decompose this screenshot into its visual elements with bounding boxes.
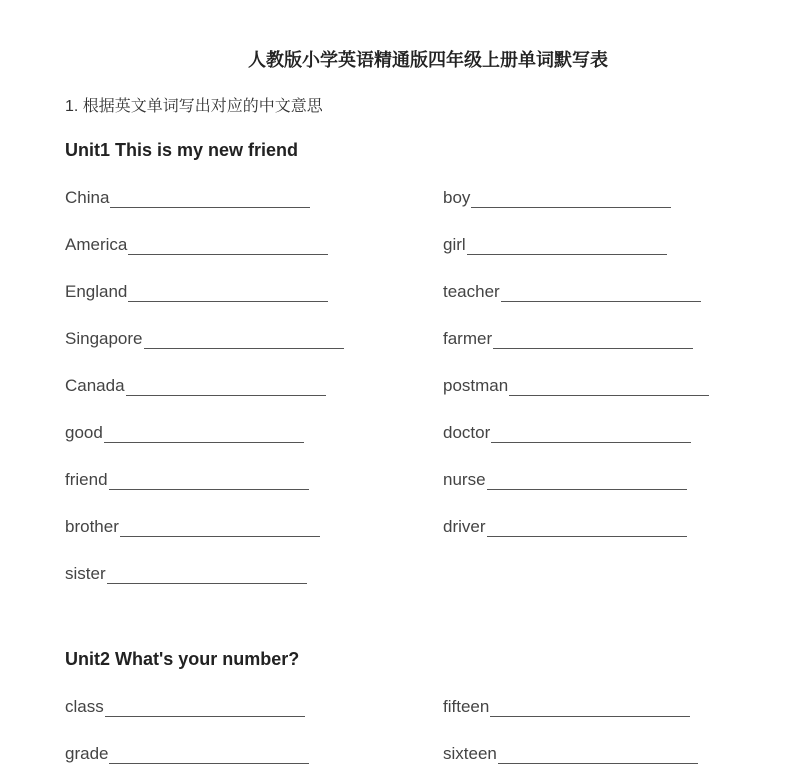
word-item — [65, 468, 309, 490]
word-item — [443, 186, 671, 208]
word-item — [443, 695, 690, 717]
word-label: Singapore — [65, 329, 143, 348]
word-label: nurse — [443, 470, 486, 489]
answer-blank[interactable] — [128, 283, 328, 302]
answer-blank[interactable] — [487, 518, 687, 537]
word-item — [65, 695, 305, 717]
answer-blank[interactable] — [128, 236, 328, 255]
word-label: Canada — [65, 376, 125, 395]
word-item — [65, 327, 344, 349]
word-label: China — [65, 188, 110, 207]
unit1-heading: Unit1 This is my new friend — [65, 140, 299, 160]
word-label: driver — [443, 517, 486, 536]
answer-blank[interactable] — [144, 330, 344, 349]
word-item — [443, 327, 693, 349]
word-label: sixteen — [443, 744, 497, 763]
answer-blank[interactable] — [493, 330, 693, 349]
answer-blank[interactable] — [109, 745, 309, 764]
word-label: good — [65, 423, 103, 442]
word-item — [65, 421, 304, 443]
answer-blank[interactable] — [110, 189, 310, 208]
word-item — [65, 562, 307, 584]
answer-blank[interactable] — [509, 377, 709, 396]
word-label: grade — [65, 744, 109, 763]
word-label: postman — [443, 376, 509, 395]
word-item — [65, 515, 320, 537]
word-label: farmer — [443, 329, 493, 348]
page-title: 人教版小学英语精通版四年级上册单词默写表 — [248, 50, 608, 70]
answer-blank[interactable] — [107, 565, 307, 584]
answer-blank[interactable] — [104, 424, 304, 443]
word-item — [65, 233, 328, 255]
word-item — [65, 742, 309, 764]
answer-blank[interactable] — [120, 518, 320, 537]
unit2-heading: Unit2 What's your number? — [65, 649, 300, 669]
answer-blank[interactable] — [491, 424, 691, 443]
word-label: boy — [443, 188, 471, 207]
answer-blank[interactable] — [501, 283, 701, 302]
answer-blank[interactable] — [126, 377, 326, 396]
word-label: England — [65, 282, 128, 301]
word-item — [443, 468, 687, 490]
word-item — [65, 374, 326, 396]
answer-blank[interactable] — [490, 698, 690, 717]
word-item — [443, 374, 709, 396]
instruction: 1. 根据英文单词写出对应的中文意思 — [65, 98, 323, 115]
word-label: fifteen — [443, 697, 490, 716]
answer-blank[interactable] — [471, 189, 671, 208]
word-item — [443, 233, 667, 255]
answer-blank[interactable] — [487, 471, 687, 490]
word-item — [443, 515, 687, 537]
word-item — [65, 280, 328, 302]
answer-blank[interactable] — [498, 745, 698, 764]
word-item — [443, 742, 698, 764]
word-label: doctor — [443, 423, 491, 442]
word-item — [443, 280, 701, 302]
word-label: friend — [65, 470, 108, 489]
word-item — [443, 421, 691, 443]
answer-blank[interactable] — [105, 698, 305, 717]
answer-blank[interactable] — [467, 236, 667, 255]
word-item — [65, 186, 310, 208]
word-label: girl — [443, 235, 466, 254]
word-label: teacher — [443, 282, 500, 301]
word-label: class — [65, 697, 104, 716]
word-label: America — [65, 235, 128, 254]
word-label: brother — [65, 517, 119, 536]
answer-blank[interactable] — [109, 471, 309, 490]
word-label: sister — [65, 564, 106, 583]
